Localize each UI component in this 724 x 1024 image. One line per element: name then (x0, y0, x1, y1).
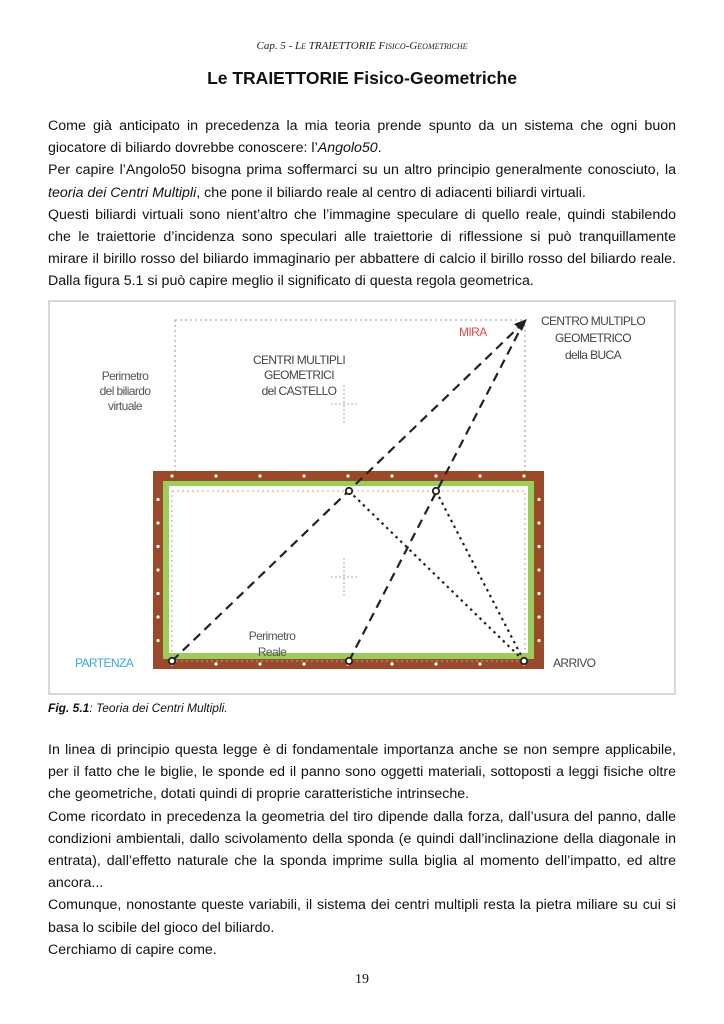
page-title: Le TRAIETTORIE Fisico-Geometriche (207, 68, 517, 88)
text: , che pone il biliardo reale al centro di adiacenti biliardi virtuali. (196, 184, 586, 201)
rail-diamond (434, 662, 437, 665)
paragraph: Comunque, nonostante queste variabili, il sistema dei centri multipli resta la pietra miliare su cui si basa lo scibile del gioco del biliardo. (48, 897, 676, 936)
rail-diamond (258, 474, 261, 477)
text: . (377, 140, 382, 157)
rail-diamond (214, 474, 217, 477)
running-header-title: Le TRAIETTORIE Fisico-Geometriche (294, 40, 468, 52)
rail-diamond (346, 474, 349, 477)
paragraph: In linea di principio questa legge è di fondamentale importanza anche se non sempre applicabile, per il fatto che le biglie, le sponde ed il panno sono oggetti materiali, sottoposti a leggi fisiche oltre che geometriche, dotati quindi di proprie caratteristiche intrinseche. (48, 742, 676, 803)
caption-text: : Teoria dei Centri Multipli. (89, 701, 228, 715)
text: Per capire l’Angolo50 bisogna prima soffermarci su un altro principio generalmente conosciuto, la (48, 162, 676, 179)
rail-diamond (537, 568, 540, 571)
rail-diamond (537, 639, 540, 642)
label-centri-multipli: del CASTELLO (261, 384, 337, 398)
table-surface (169, 486, 528, 653)
label-real-perimeter: Perimetro (248, 629, 296, 643)
rail-diamond (537, 521, 540, 524)
text: Come già anticipato in precedenza la mia teoria prende spunto da un sistema che ogni buon giocatore di biliardo dovrebbe conoscere: l’ (48, 118, 676, 157)
emphasis: teoria dei Centri Multipli (48, 184, 197, 201)
rail-diamond (302, 662, 305, 665)
rail-diamond (537, 498, 540, 501)
label-partenza: PARTENZA (75, 656, 134, 670)
paragraph: Questi biliardi virtuali sono nient’altro che l’immagine speculare di quello reale, quindi stabilendo che le traiettorie d’incidenza sono speculari alle traiettorie di riflessione si può tranquillamente mirare il birillo rosso del biliardo immaginario per abbattere di calcio il birillo rosso del biliardo reale. Dalla figura 5.1 si può capire meglio il significato di questa regola geometrica. (48, 206, 676, 290)
rail-diamond (478, 662, 481, 665)
figure-caption (48, 701, 228, 715)
label-virtual-perimeter: del biliardo (99, 384, 151, 398)
rail-diamond (478, 474, 481, 477)
rail-diamond (434, 474, 437, 477)
label-mira: MIRA (459, 325, 487, 339)
rail-diamond (537, 615, 540, 618)
rail-diamond (156, 545, 159, 548)
rail-diamond (156, 615, 159, 618)
rail-diamond (170, 474, 173, 477)
caption-number: Fig. 5.1 (48, 701, 90, 715)
rail-diamond (537, 545, 540, 548)
label-centri-multipli: GEOMETRICI (263, 368, 335, 382)
label-arrivo: ARRIVO (553, 656, 596, 670)
rail-diamond (156, 592, 159, 595)
rail-diamond (522, 474, 525, 477)
figure-centri-multipli (48, 300, 676, 695)
label-centro-buca: GEOMETRICO (554, 331, 632, 345)
intro-paragraphs (48, 115, 676, 293)
label-centro-buca: CENTRO MULTIPLO (540, 314, 646, 328)
paragraph: Come ricordato in precedenza la geometria del tiro dipende dalla forza, dall’usura del panno, dalle condizioni ambientali, dallo scivolamento della sponda (e quindi dall’inclinazione della diagonale in entrata), dall’effetto naturale che la sponda imprime sulla biglia al momento dell’impatto, ed altre ancora... (48, 808, 676, 892)
page-number: 19 (355, 972, 369, 987)
paragraph: Cerchiamo di capire come. (48, 941, 217, 958)
rail-diamond (156, 521, 159, 524)
paragraph (48, 159, 676, 203)
running-header (0, 40, 724, 52)
rail-diamond (537, 592, 540, 595)
label-virtual-perimeter: virtuale (108, 399, 142, 413)
label-centri-multipli: CENTRI MULTIPLI (252, 353, 346, 367)
paragraph (48, 115, 676, 159)
label-centro-buca: della BUCA (564, 348, 622, 362)
label-virtual-perimeter: Perimetro (101, 369, 149, 383)
rail-diamond (156, 568, 159, 571)
rail-diamond (156, 639, 159, 642)
rail-diamond (214, 662, 217, 665)
emphasis: Angolo50 (317, 140, 378, 157)
rail-diamond (390, 662, 393, 665)
running-header-prefix: Cap. 5 - (256, 40, 295, 52)
rail-diamond (302, 474, 305, 477)
body-paragraphs (48, 739, 676, 961)
billiard-diagram (48, 300, 676, 695)
rail-diamond (390, 474, 393, 477)
label-real-perimeter: Reale (257, 645, 287, 659)
rail-diamond (156, 498, 159, 501)
rail-diamond (258, 662, 261, 665)
